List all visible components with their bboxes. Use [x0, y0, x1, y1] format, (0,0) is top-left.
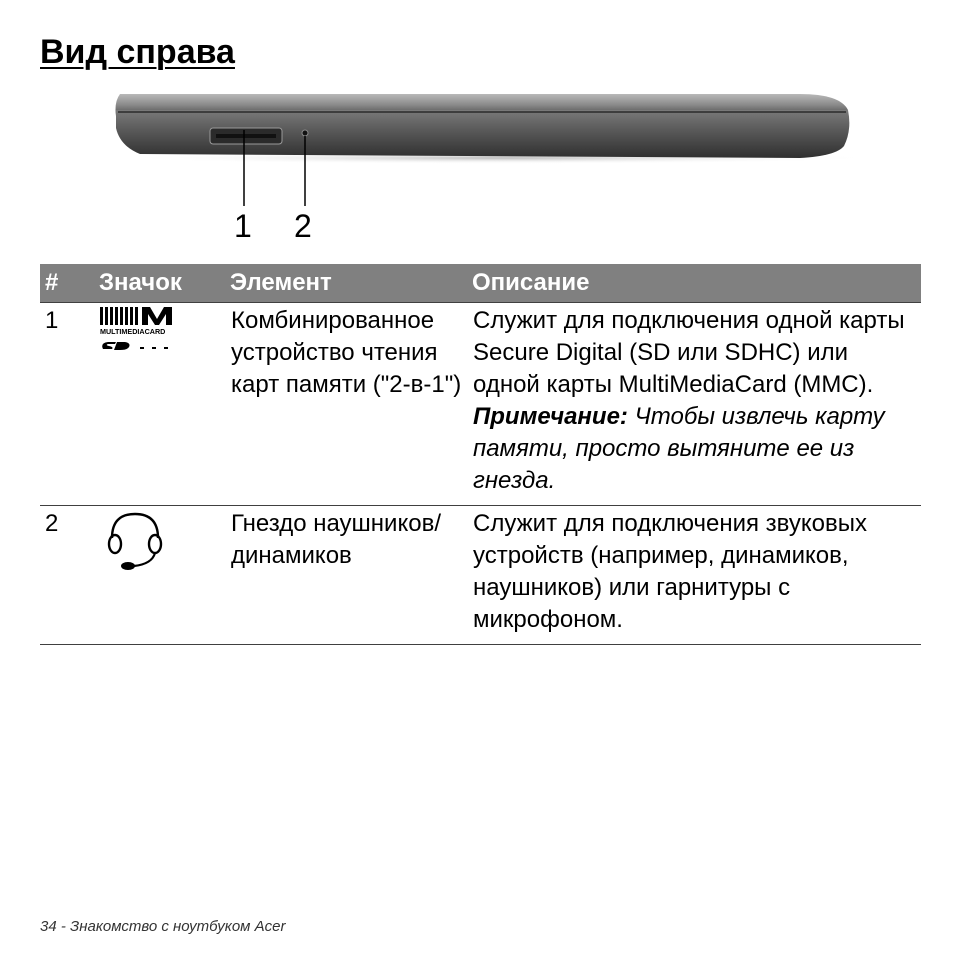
header-element: Элемент [230, 264, 472, 303]
header-icon: Значок [99, 264, 230, 303]
callout-number-1: 1 [234, 208, 252, 244]
note-label: Примечание: [473, 403, 628, 430]
note-text: Чтобы извлечь карту памяти, просто вытяните ее из гнезда. [473, 403, 885, 494]
svg-text:MULTIMEDIACARD: MULTIMEDIACARD [100, 327, 166, 336]
row-num: 1 [40, 303, 99, 506]
multimediacard-sd-icon [100, 305, 176, 351]
row-num: 2 [40, 506, 99, 645]
table-row [40, 303, 921, 506]
page-title: Вид справа [40, 33, 235, 71]
row-element: Комбинированное устройство чтения карт памяти ("2-в-1") [230, 303, 472, 506]
table-header-row [40, 264, 921, 303]
audio-jack [302, 130, 308, 136]
port-spec-table [40, 264, 921, 645]
table-row [40, 506, 921, 645]
row-description: Служит для подключения звуковых устройств (например, динамиков, наушников) или гарнитуры с микрофоном. [472, 506, 921, 645]
row-element: Гнездо наушников/ динамиков [230, 506, 472, 645]
row-description [472, 303, 921, 506]
header-num: # [40, 264, 99, 303]
page-footer: 34 - Знакомство с ноутбуком Acer [40, 918, 286, 935]
callout-number-2: 2 [294, 208, 312, 244]
header-description: Описание [472, 264, 921, 303]
description-text: Служит для подключения одной карты Secure Digital (SD или SDHC) или одной карты MultiMediaCard (MMC). [473, 307, 905, 398]
laptop-right-side-image [100, 86, 880, 256]
headset-icon [100, 508, 170, 572]
